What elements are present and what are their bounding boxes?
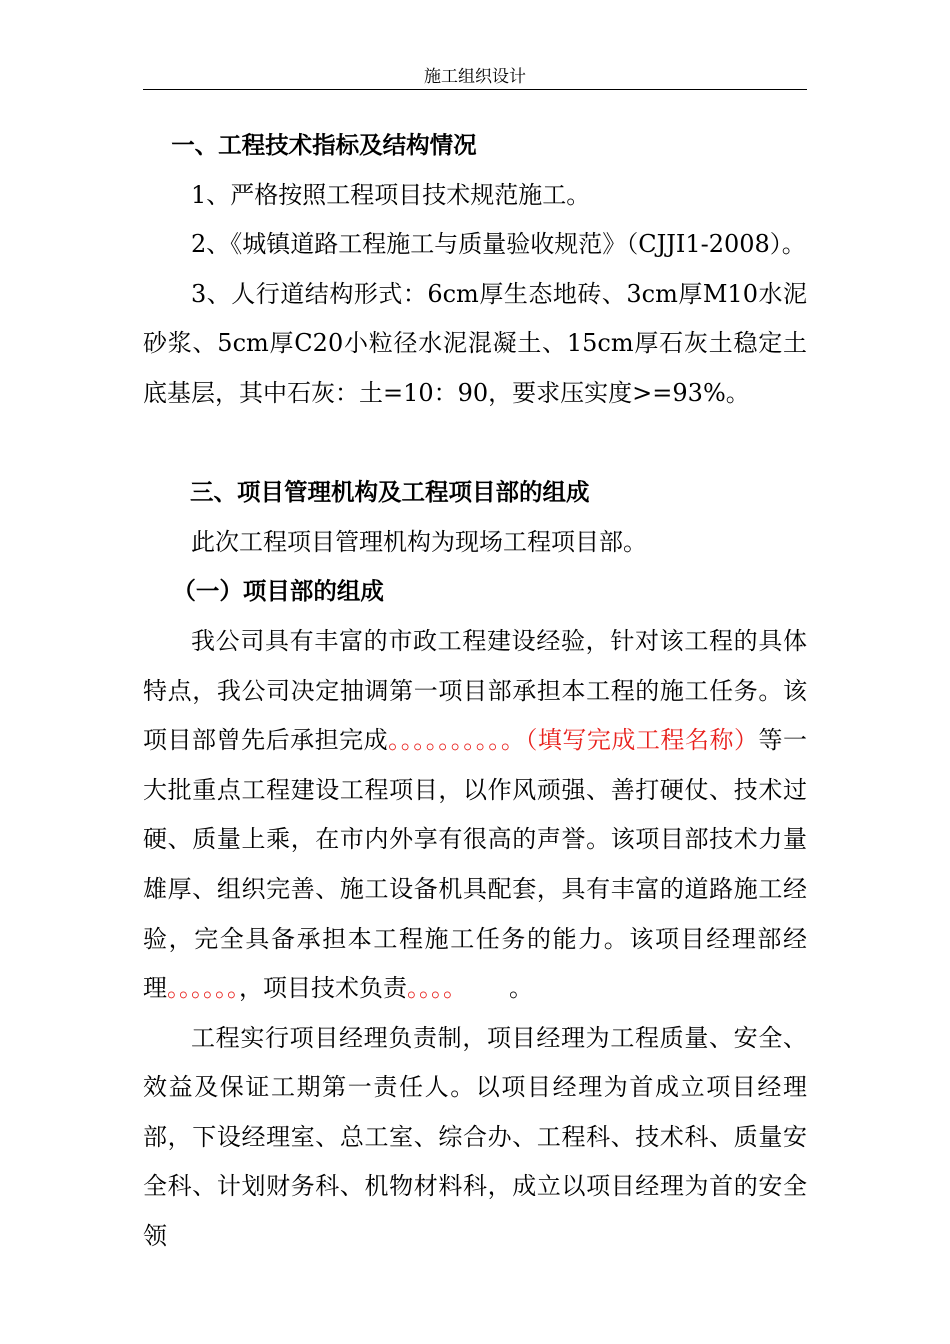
para-end-mark: 。 [509, 974, 533, 1003]
project-team-paragraph [143, 617, 807, 1014]
document-body [143, 121, 807, 1262]
section-1-item-1: 1、严格按照工程项目技术规范施工。 [191, 180, 591, 209]
section-1-item-3: 3、人行道结构形式：6cm厚生态地砖、3cm厚M10水泥砂浆、5cm厚C20小粒径水泥混凝土、15cm厚石灰土稳定土底基层，其中石灰：土=10：90，要求压实度>=93%。 [143, 279, 807, 407]
header-divider [143, 89, 807, 90]
placeholder-manager-name: 。。。。。。 [167, 974, 239, 1003]
para-text-part-1: 我公司具有丰富的市政工程建设经验，针对该工程的具体特点，我公司决定抽调第一项目部承担本工程的施工任务。该项目部曾先后承担完成 [143, 626, 807, 755]
management-system-paragraph: 工程实行项目经理负责制，项目经理为工程质量、安全、效益及保证工期第一责任人。以项目经理为首成立项目经理部，下设经理室、总工室、综合办、工程科、技术科、质量安全科、计划财务科、机物材料科，成立以项目经理为首的安全领 [143, 1023, 807, 1251]
placeholder-project-names: 。。。。。。。。。。（填写完成工程名称） [388, 726, 759, 755]
para-text-part-3: ，项目技术负责 [239, 974, 407, 1003]
section-3-heading: 三、项目管理机构及工程项目部的组成 [190, 478, 590, 507]
subsection-1-heading: （一）项目部的组成 [172, 577, 384, 606]
placeholder-tech-lead-name: 。。。。 [407, 974, 467, 1003]
page-header-title: 施工组织设计 [424, 67, 526, 87]
section-1-item-2: 2、《城镇道路工程施工与质量验收规范》（CJJI1-2008）。 [191, 230, 806, 259]
section-3-intro: 此次工程项目管理机构为现场工程项目部。 [191, 527, 647, 556]
section-gap [143, 419, 807, 469]
section-1-heading: 一、工程技术指标及结构情况 [171, 131, 477, 159]
para-text-part-2: 等一大批重点工程建设工程项目，以作风顽强、善打硬仗、技术过硬、质量上乘，在市内外享有很高的声誉。该项目部技术力量雄厚、组织完善、施工设备机具配套，具有丰富的道路施工经验，完全具备承担本工程施工任务的能力。该项目经理部经理 [143, 726, 808, 1003]
